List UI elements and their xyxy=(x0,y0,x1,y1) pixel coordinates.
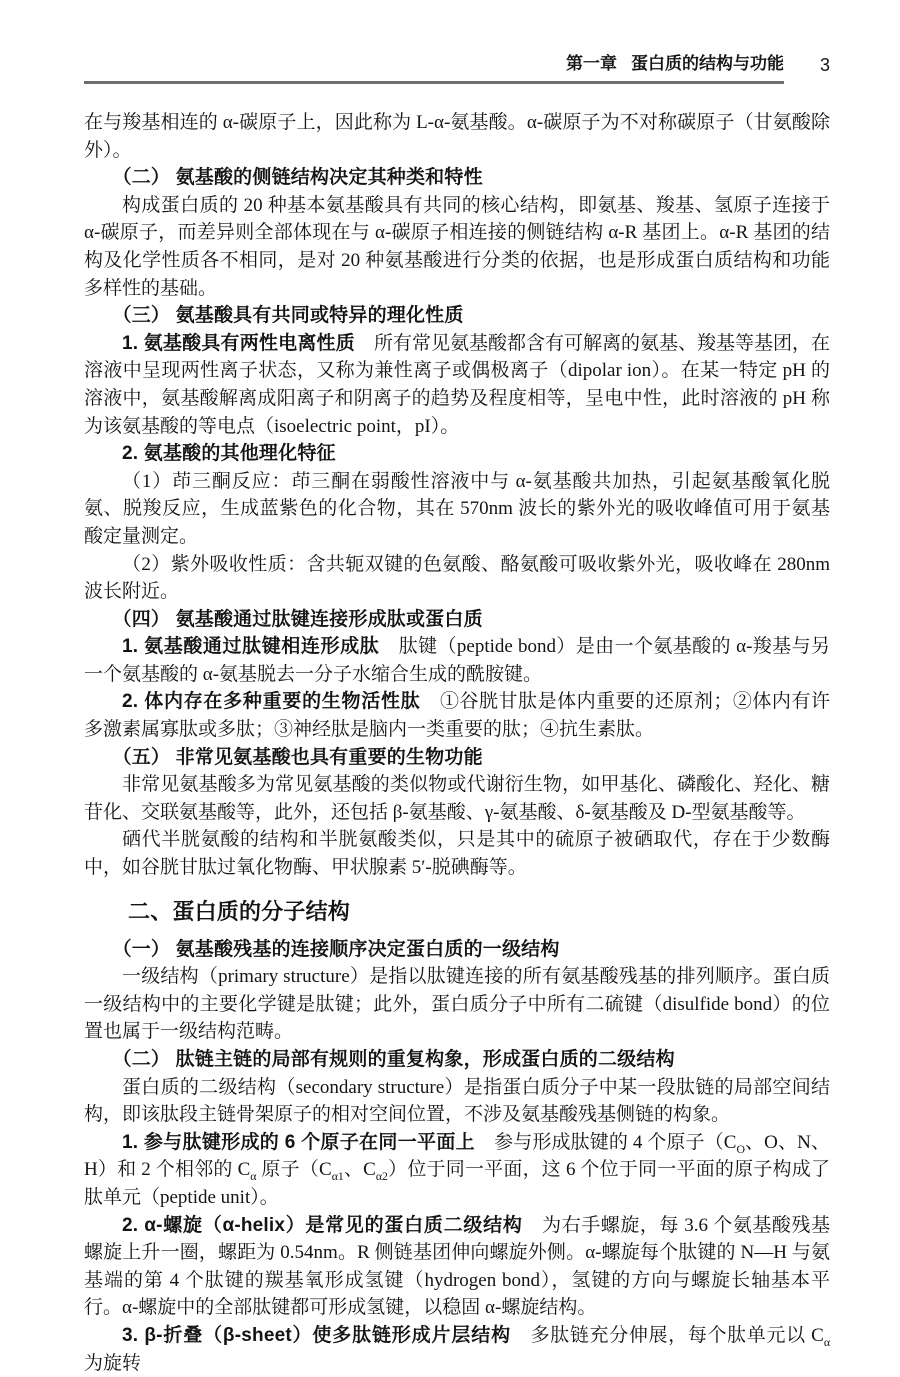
paragraph xyxy=(84,1322,830,1377)
paragraph xyxy=(84,468,830,551)
subsection-heading xyxy=(84,936,830,964)
text-segment: 非常见氨基酸多为常见氨基酸的类似物或代谢衍生物，如甲基化、磷酸化、羟化、糖苷化、交联氨基酸等，此外，还包括 β-氨基酸、γ-氨基酸、δ-氨基酸及 D-型氨基酸等。 xyxy=(84,774,830,823)
chapter-label: 第一章 xyxy=(566,54,617,73)
bold-lead-text: 2. 氨基酸的其他理化特征 xyxy=(122,443,336,465)
bold-lead-text: （四） 氨基酸通过肽键连接形成肽或蛋白质 xyxy=(112,608,483,630)
page-number: 3 xyxy=(819,55,830,75)
header-title-area xyxy=(84,54,784,84)
text-segment: 硒代半胱氨酸的结构和半胱氨酸类似，只是其中的硫原子被硒取代，存在于少数酶中，如谷胱甘肽过氧化物酶、甲状腺素 5′-脱碘酶等。 xyxy=(84,829,830,879)
text-segment: 、O、N、H）和 2 个相邻的 C xyxy=(84,1131,830,1181)
paragraph xyxy=(84,1074,830,1129)
text-segment: （1）茚三酮反应：茚三酮在弱酸性溶液中与 α-氨基酸共加热，引起氨基酸氧化脱氨、脱羧反应，生成蓝紫色的化合物，其在 570nm 波长的紫外光的吸收峰值可用于氨基酸定量测定。 xyxy=(84,470,830,547)
bold-lead-text: 3. β-折叠（β-sheet）使多肽链形成片层结构 xyxy=(122,1324,511,1346)
paragraph xyxy=(84,330,830,440)
paragraph xyxy=(84,633,830,688)
text-segment: 为右手螺旋，每 3.6 个氨基酸残基螺旋上升一圈，螺距为 0.54nm。R 侧链基团伸向螺旋外侧。α-螺旋每个肽键的 N—H 与氨基端的第 4 个肽键的羰基氧形成氢键（hydrogen bond），氢键的方向与螺旋长轴基本平行。α-螺旋中的全部肽键都可形成氢键，以稳固 α-螺旋结构。 xyxy=(84,1214,830,1319)
text-segment: 所有常见氨基酸都含有可解离的氨基、羧基等基团，在溶液中呈现两性离子状态，又称为兼性离子或偶极离子（dipolar ion）。在某一特定 pH 的溶液中，氨基酸解离成阳离子和阴离子的趋势及程度相等，呈电中性，此时溶液的 pH 称为该氨基酸的等电点（isoelectric point，pI）。 xyxy=(84,332,830,437)
bold-lead-text: 2. α-螺旋（α-helix）是常见的蛋白质二级结构 xyxy=(122,1214,523,1236)
chapter-title: 蛋白质的结构与功能 xyxy=(631,54,784,73)
bold-lead-text: （二） 肽链主链的局部有规则的重复构象，形成蛋白质的二级结构 xyxy=(112,1049,675,1070)
paragraph xyxy=(84,1129,830,1212)
text-segment: 在与羧基相连的 α-碳原子上，因此称为 L-α-氨基酸。α-碳原子为不对称碳原子（甘氨酸除外）。 xyxy=(84,112,830,161)
text-segment: ①谷胱甘肽是体内重要的还原剂；②体内有许多激素属寡肽或多肽；③神经肽是脑内一类重要的肽；④抗生素肽。 xyxy=(84,691,830,741)
paragraph xyxy=(84,771,830,826)
subsection-heading xyxy=(84,606,830,634)
text-segment: 、C xyxy=(343,1159,376,1181)
paragraph xyxy=(84,963,830,1046)
subsection-heading xyxy=(84,744,830,772)
bold-lead-text: （二） 氨基酸的侧链结构决定其种类和特性 xyxy=(112,167,483,189)
paragraph xyxy=(84,192,830,302)
running-header xyxy=(84,54,830,84)
text-segment: 原子（C xyxy=(256,1159,332,1181)
bold-lead-text: 1. 氨基酸具有两性电离性质 xyxy=(122,332,355,354)
paragraph xyxy=(84,826,830,881)
paragraph xyxy=(84,688,830,743)
subscript-text: O xyxy=(736,1142,745,1156)
subscript-text: α1 xyxy=(331,1170,344,1184)
bold-lead-text: （一） 氨基酸残基的连接顺序决定蛋白质的一级结构 xyxy=(112,938,560,960)
subscript-text: α xyxy=(250,1170,257,1184)
page-body xyxy=(84,109,830,1377)
paragraph xyxy=(84,1212,830,1322)
text-segment: 为旋转 xyxy=(84,1352,142,1374)
paragraph xyxy=(84,551,830,606)
subsection-heading xyxy=(84,302,830,330)
bold-lead-text: 1. 氨基酸通过肽键相连形成肽 xyxy=(122,636,380,658)
subscript-text: α2 xyxy=(375,1170,388,1184)
text-segment: 肽键（peptide bond）是由一个氨基酸的 α-羧基与另一个氨基酸的 α-氨基脱去一分子水缩合生成的酰胺键。 xyxy=(84,636,830,685)
bold-lead-text: 1. 参与肽键形成的 6 个原子在同一平面上 xyxy=(122,1131,476,1153)
bold-lead-text: （三） 氨基酸具有共同或特异的理化性质 xyxy=(112,305,464,327)
bold-lead-text: 2. 体内存在多种重要的生物活性肽 xyxy=(122,691,421,713)
section-title xyxy=(84,897,830,927)
text-segment: 一级结构（primary structure）是指以肽键连接的所有氨基酸残基的排列顺序。蛋白质一级结构中的主要化学键是肽键；此外，蛋白质分子中所有二硫键（disulfide bond）的位置也属于一级结构范畴。 xyxy=(84,966,830,1043)
subscript-text: α xyxy=(823,1335,830,1349)
subsection-heading xyxy=(84,164,830,192)
paragraph xyxy=(84,109,830,164)
subsection-heading xyxy=(84,1046,830,1074)
text-segment: 蛋白质的二级结构（secondary structure）是指蛋白质分子中某一段肽链的局部空间结构，即该肽段主链骨架原子的相对空间位置，不涉及氨基酸残基侧链的构象。 xyxy=(84,1076,830,1126)
text-segment: （2）紫外吸收性质：含共轭双键的色氨酸、酪氨酸可吸收紫外光，吸收峰在 280nm 波长附近。 xyxy=(84,553,830,603)
text-segment: 构成蛋白质的 20 种基本氨基酸具有共同的核心结构，即氨基、羧基、氢原子连接于 α-碳原子，而差异则全部体现在与 α-碳原子相连接的侧链结构 α-R 基团上。α-R 基团的结构及化学性质各不相同，是对 20 种氨基酸进行分类的依据，也是形成蛋白质结构和功能多样性的基础。 xyxy=(84,194,830,299)
bold-lead-text: 二、蛋白质的分子结构 xyxy=(128,898,351,924)
text-segment: ）位于同一平面，这 6 个位于同一平面的原子构成了肽单元（peptide unit）。 xyxy=(84,1159,830,1208)
bold-lead-text: （五） 非常见氨基酸也具有重要的生物功能 xyxy=(112,746,483,768)
text-segment: 参与形成肽键的 4 个原子（C xyxy=(475,1131,737,1153)
paragraph xyxy=(84,440,830,468)
text-segment: 多肽链充分伸展，每个肽单元以 C xyxy=(510,1324,824,1346)
